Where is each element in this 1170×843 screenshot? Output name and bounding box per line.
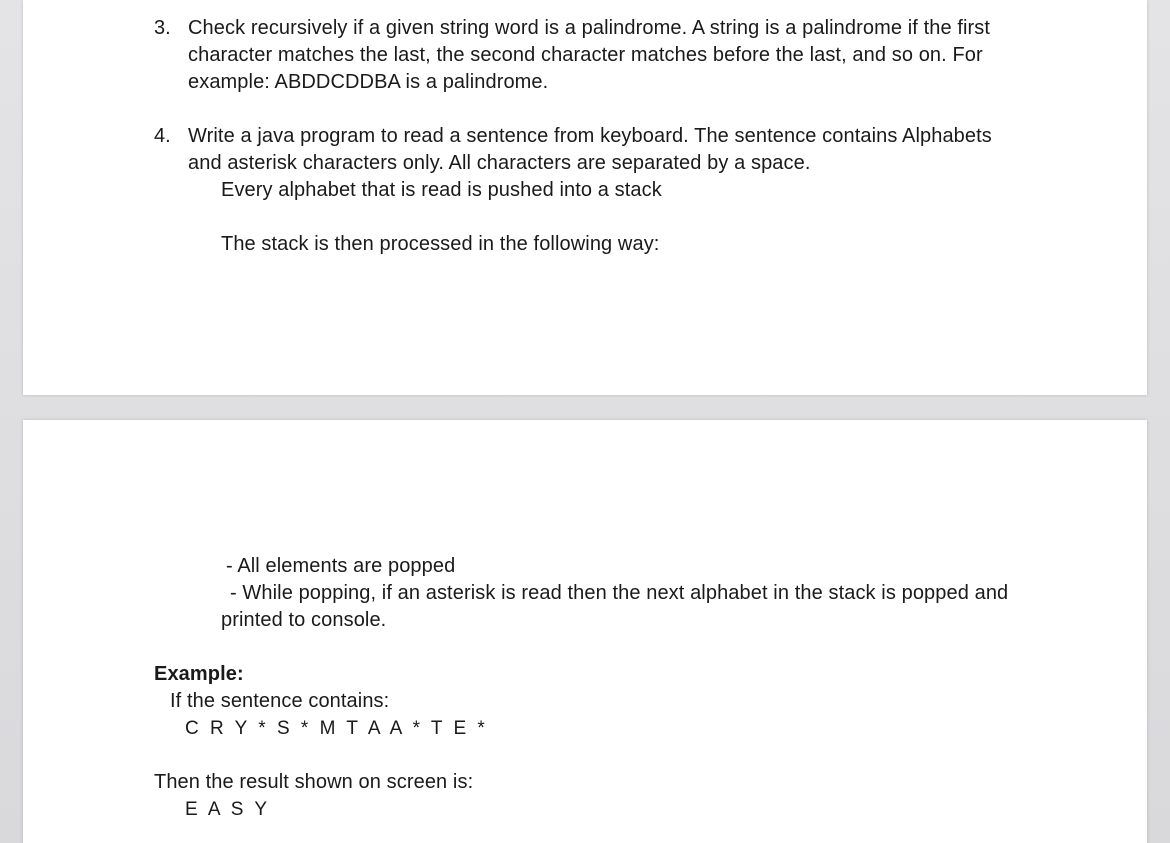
example-then-line: Then the result shown on screen is:: [154, 771, 474, 793]
item-number-3: 3.: [154, 17, 171, 39]
item-4-process-line: The stack is then processed in the following way:: [221, 233, 660, 255]
document-page-1: [23, 0, 1147, 395]
item-4-line-1: Write a java program to read a sentence from keyboard. The sentence contains Alphabets: [188, 125, 992, 147]
item-4-line-2: and asterisk characters only. All characters are separated by a space.: [188, 152, 811, 174]
item-3-line-3: example: ABDDCDDBA is a palindrome.: [188, 71, 549, 93]
item-3-line-2: character matches the last, the second character matches before the last, and so on. For: [188, 44, 983, 66]
item-3-line-1: Check recursively if a given string word is a palindrome. A string is a palindrome if the first: [188, 17, 991, 39]
rule-line-3: printed to console.: [221, 609, 387, 631]
example-heading: Example:: [154, 663, 244, 685]
example-sentence: C R Y * S * M T A A * T E *: [185, 718, 488, 739]
document-page-2: [23, 420, 1147, 843]
item-number-4: 4.: [154, 125, 171, 147]
example-if-line: If the sentence contains:: [170, 690, 390, 712]
rule-line-1: - All elements are popped: [226, 555, 456, 577]
example-result: E A S Y: [185, 799, 271, 820]
item-4-push-line: Every alphabet that is read is pushed into a stack: [221, 179, 662, 201]
rule-line-2: - While popping, if an asterisk is read then the next alphabet in the stack is popped and: [230, 582, 1009, 604]
